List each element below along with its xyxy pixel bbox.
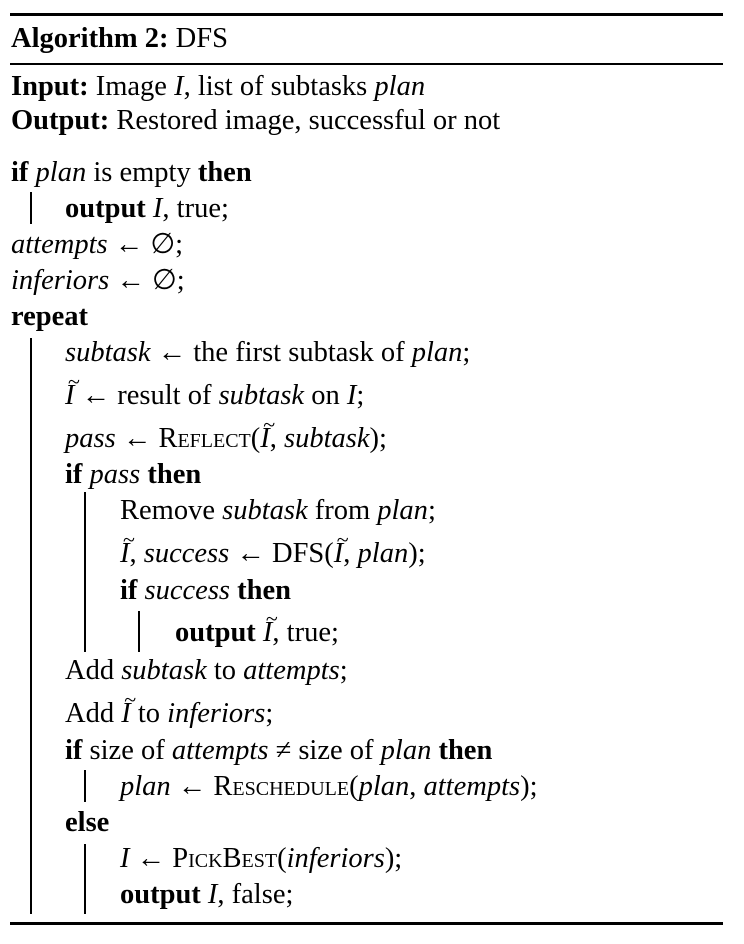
rparen: ); bbox=[408, 538, 426, 569]
input-line bbox=[11, 70, 425, 104]
func-dfs: DFS bbox=[271, 538, 325, 569]
var-attempts: attempts bbox=[243, 655, 340, 686]
var-subtask: subtask bbox=[284, 423, 370, 454]
semicolon: ; bbox=[462, 337, 471, 368]
code-line-17 bbox=[120, 770, 538, 804]
assign-arrow: ← bbox=[136, 843, 166, 874]
kw-then: then bbox=[147, 459, 202, 490]
var-subtask: subtask bbox=[121, 655, 207, 686]
var-attempts: attempts bbox=[171, 735, 269, 766]
assign-arrow: ← bbox=[114, 229, 144, 260]
var-plan: plan bbox=[380, 735, 432, 766]
assign-arrow: ← bbox=[116, 265, 145, 296]
var-image-tilde: ~ I bbox=[334, 537, 344, 571]
var-attempts: attempts bbox=[11, 229, 108, 260]
bottom-rule bbox=[10, 922, 723, 925]
comma: , bbox=[343, 538, 351, 569]
text-add: Add bbox=[65, 655, 115, 686]
text-is-empty: is empty bbox=[93, 157, 191, 188]
kw-repeat: repeat bbox=[11, 301, 89, 332]
kw-if: if bbox=[65, 459, 83, 490]
kw-if: if bbox=[65, 735, 83, 766]
semicolon: ; bbox=[339, 655, 348, 686]
kw-then: then bbox=[237, 575, 291, 606]
code-line-15 bbox=[65, 697, 273, 731]
code-line-4 bbox=[11, 264, 185, 298]
assign-arrow: ← bbox=[177, 771, 207, 802]
code-line-13 bbox=[175, 616, 339, 650]
input-text-2: , list of subtasks bbox=[183, 71, 368, 102]
input-var-plan: plan bbox=[374, 71, 426, 102]
var-plan: plan bbox=[357, 538, 409, 569]
input-var-image: I bbox=[174, 71, 184, 102]
semicolon: ; bbox=[175, 229, 184, 260]
var-plan: plan bbox=[411, 337, 463, 368]
kw-output: output bbox=[120, 879, 201, 910]
code-line-19 bbox=[120, 842, 402, 876]
func-reflect: Reflect bbox=[158, 423, 251, 454]
code-line-2 bbox=[65, 192, 229, 226]
var-image-tilde: ~ I bbox=[121, 697, 131, 731]
var-subtask: subtask bbox=[65, 337, 151, 368]
comma: , bbox=[129, 538, 137, 569]
empty-set: ∅ bbox=[151, 265, 177, 296]
assign-arrow: ← bbox=[236, 538, 265, 569]
var-plan: plan bbox=[358, 771, 410, 802]
semicolon: ; bbox=[356, 380, 365, 411]
var-image-tilde: ~ I bbox=[263, 616, 273, 650]
semicolon: ; bbox=[427, 495, 436, 526]
code-line-11 bbox=[120, 537, 426, 571]
assign-arrow: ← bbox=[157, 337, 187, 368]
rparen: ); bbox=[384, 843, 403, 874]
input-text: Image bbox=[95, 71, 167, 102]
lparen: ( bbox=[277, 843, 287, 874]
text-to: to bbox=[137, 698, 161, 729]
var-inferiors: inferiors bbox=[11, 265, 110, 296]
var-success: success bbox=[143, 538, 230, 569]
lparen: ( bbox=[324, 538, 334, 569]
comma: , bbox=[409, 771, 417, 802]
code-line-14 bbox=[65, 654, 348, 688]
semicolon: ; bbox=[265, 698, 274, 729]
var-image-tilde: ~ I bbox=[260, 422, 270, 456]
assign-arrow: ← bbox=[122, 423, 152, 454]
text-from: from bbox=[314, 495, 371, 526]
code-line-20 bbox=[120, 878, 293, 912]
algorithm-label: Algorithm 2: bbox=[11, 23, 169, 54]
var-pass: pass bbox=[65, 423, 116, 454]
rparen: ); bbox=[520, 771, 538, 802]
header-rule bbox=[10, 63, 723, 65]
scope-bar-else bbox=[84, 844, 86, 914]
var-subtask: subtask bbox=[218, 380, 305, 411]
code-line-10 bbox=[120, 494, 436, 528]
algorithm-name: DFS bbox=[175, 23, 228, 54]
code-line-1 bbox=[11, 156, 252, 190]
output-label: Output: bbox=[11, 105, 110, 136]
code-line-6 bbox=[65, 336, 470, 370]
kw-if: if bbox=[120, 575, 138, 606]
text-remove: Remove bbox=[120, 495, 215, 526]
var-image: I bbox=[120, 843, 130, 874]
var-subtask: subtask bbox=[222, 495, 308, 526]
text-true: , true; bbox=[272, 617, 339, 648]
text-on: on bbox=[311, 380, 340, 411]
var-plan: plan bbox=[120, 771, 171, 802]
comma: , bbox=[269, 423, 277, 454]
scope-bar-if-pass bbox=[84, 492, 86, 652]
code-line-18 bbox=[65, 806, 109, 840]
lparen: ( bbox=[250, 423, 261, 454]
func-reschedule: Reschedule bbox=[213, 771, 350, 802]
scope-bar-repeat bbox=[30, 338, 32, 914]
func-pickbest: PickBest bbox=[172, 843, 278, 874]
var-image-tilde: ~ I bbox=[65, 379, 75, 413]
var-plan: plan bbox=[377, 495, 428, 526]
var-pass: pass bbox=[89, 459, 141, 490]
kw-output: output bbox=[175, 617, 256, 648]
code-line-8 bbox=[65, 422, 387, 456]
lparen: ( bbox=[349, 771, 359, 802]
input-label: Input: bbox=[11, 71, 89, 102]
var-inferiors: inferiors bbox=[167, 698, 266, 729]
kw-else: else bbox=[65, 807, 110, 838]
text-first-subtask: the first subtask of bbox=[193, 337, 405, 368]
var-plan: plan bbox=[35, 157, 87, 188]
kw-output: output bbox=[65, 193, 146, 224]
text-size-of: size of bbox=[89, 735, 165, 766]
empty-set: ∅ bbox=[150, 229, 176, 260]
kw-then: then bbox=[438, 735, 493, 766]
text-size-of: size of bbox=[298, 735, 374, 766]
not-equal: ≠ bbox=[275, 735, 292, 766]
code-line-7 bbox=[65, 379, 364, 413]
top-rule bbox=[10, 13, 723, 16]
var-image-tilde: ~ I bbox=[120, 537, 130, 571]
output-line bbox=[11, 104, 500, 138]
var-attempts: attempts bbox=[423, 771, 521, 802]
var-image: I bbox=[346, 380, 357, 411]
var-image: I bbox=[152, 193, 163, 224]
kw-then: then bbox=[197, 157, 252, 188]
text-to: to bbox=[213, 655, 237, 686]
output-text: Restored image, successful or not bbox=[116, 105, 501, 136]
assign-arrow: ← bbox=[81, 380, 111, 411]
text-false: , false; bbox=[217, 879, 294, 910]
code-line-9 bbox=[65, 458, 201, 492]
var-success: success bbox=[144, 575, 231, 606]
var-image: I bbox=[207, 879, 218, 910]
rparen: ); bbox=[369, 423, 387, 454]
scope-bar-if-size bbox=[84, 770, 86, 802]
semicolon: ; bbox=[176, 265, 185, 296]
text-true: , true; bbox=[162, 193, 229, 224]
text-add: Add bbox=[65, 698, 115, 729]
var-inferiors: inferiors bbox=[286, 843, 385, 874]
scope-bar-if-empty bbox=[30, 192, 32, 224]
text-result-of: result of bbox=[117, 380, 212, 411]
code-line-5 bbox=[11, 300, 88, 334]
code-line-3 bbox=[11, 228, 183, 262]
code-line-16 bbox=[65, 734, 492, 768]
kw-if: if bbox=[11, 157, 29, 188]
scope-bar-if-success bbox=[138, 611, 140, 652]
algorithm-header bbox=[11, 22, 228, 56]
